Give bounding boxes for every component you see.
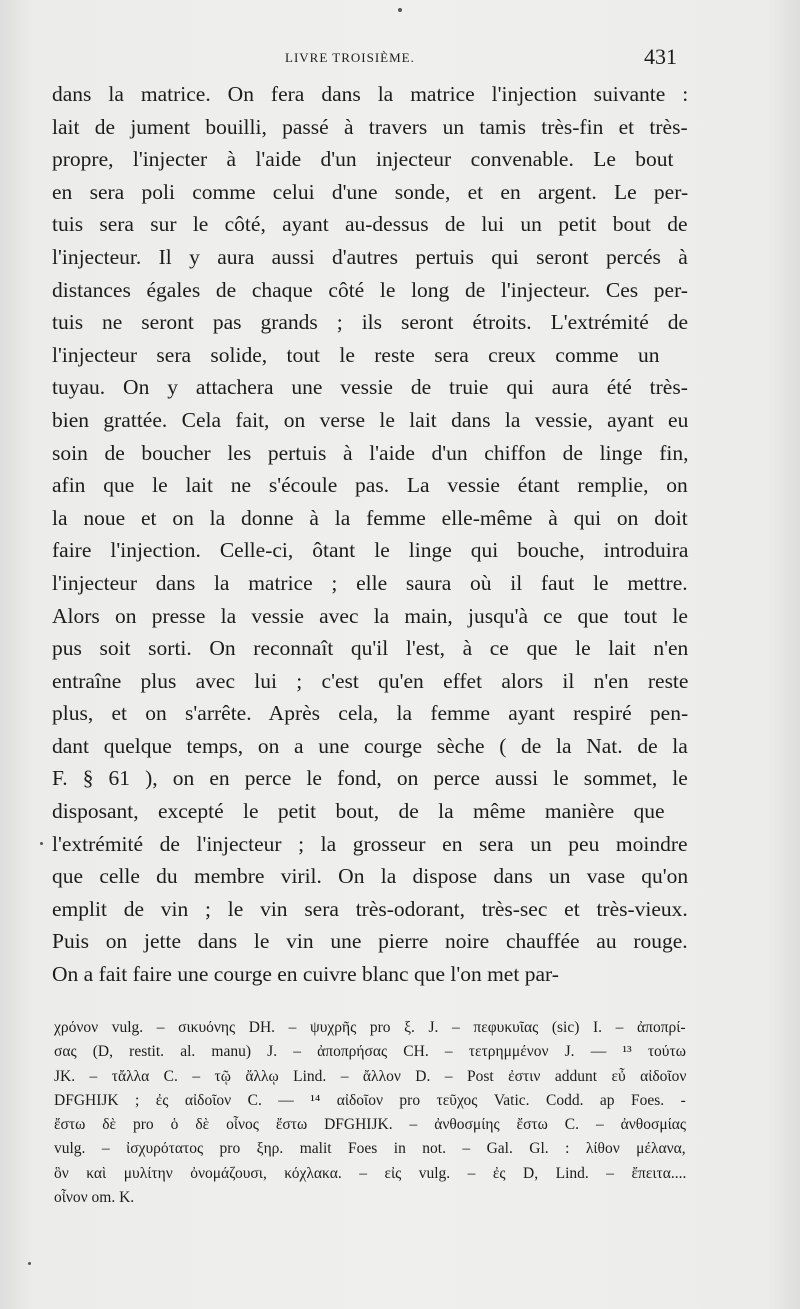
ink-speck <box>40 842 43 845</box>
text-line: Puis on jette dans le vin une pierre noire chauffée au rouge. <box>52 929 688 954</box>
text-line: afin que le lait ne s'écoule pas. La vessie étant remplie, on <box>52 473 688 498</box>
page-header <box>0 44 800 76</box>
ink-speck <box>28 1262 31 1265</box>
text-line: faire l'injection. Celle-ci, ôtant le linge qui bouche, introduira <box>52 538 689 563</box>
text-line: l'injecteur. Il y aura aussi d'autres pertuis qui seront percés à <box>52 244 688 269</box>
ink-speck <box>398 8 402 12</box>
note-line: ὃν καὶ μυλίτην ὀνομάζουσι, κόχλακα. – εἰς vulg. – ἐς D, Lind. – ἔπειτα.... <box>54 1164 687 1182</box>
page-number: 431 <box>644 44 677 69</box>
text-line: l'extrémité de l'injecteur ; la grosseur en sera un peu moindre <box>52 831 688 856</box>
main-text <box>52 78 688 991</box>
text-line: pus soit sorti. On reconnaît qu'il l'est, à ce que le lait n'en <box>52 636 689 661</box>
text-line: lait de jument bouilli, passé à travers un tamis très-fin et très- <box>52 114 688 139</box>
text-line: On a fait faire une courge en cuivre blanc que l'on met par- <box>52 962 559 987</box>
text-line: dans la matrice. On fera dans la matrice l'injection suivante : <box>52 82 689 106</box>
text-line: tuis sera sur le côté, ayant au-dessus de lui un petit bout de <box>52 212 688 237</box>
note-line: σας (D, restit. al. manu) J. – ἀποπρήσας CH. – τετρημμένον J. — ¹³ τούτω <box>54 1043 686 1061</box>
note-line: DFGHIJK ; ἐς αἰδοῖον C. — ¹⁴ αἰδοῖον pro τεῦχος Vatic. Codd. ap Foes. - <box>54 1091 686 1109</box>
text-line: entraîne plus avec lui ; c'est qu'en effet alors il n'en reste <box>52 668 689 693</box>
note-line: ἔστω δὲ pro ὁ δὲ οἶνος ἔστω DFGHIJK. – ἀνθοσμίης ἔστω C. – ἀνθοσμίας <box>54 1116 687 1134</box>
text-line: distances égales de chaque côté le long de l'injecteur. Ces per- <box>52 277 688 302</box>
text-line: tuis ne seront pas grands ; ils seront étroits. L'extrémité de <box>52 310 689 335</box>
text-line: F. § 61 ), on en perce le fond, on perce aussi le sommet, le <box>52 766 688 791</box>
text-line: la noue et on la donne à la femme elle-même à qui on doit <box>52 505 688 530</box>
note-line: vulg. – ἰσχυρότατος pro ξηρ. malit Foes in not. – Gal. Gl. : λίθον μέλανα, <box>54 1140 686 1158</box>
note-line: οἶνον om. K. <box>54 1189 135 1207</box>
text-line: propre, l'injecter à l'aide d'un injecteur convenable. Le bout <box>52 147 674 172</box>
text-line: disposant, excepté le petit bout, de la même manière que <box>52 799 665 824</box>
text-line: soin de boucher les pertuis à l'aide d'un chiffon de linge fin, <box>52 440 689 465</box>
text-line: Alors on presse la vessie avec la main, jusqu'à ce que tout le <box>52 603 688 628</box>
running-head: LIVRE TROISIÈME. <box>285 50 415 65</box>
text-line: plus, et on s'arrête. Après cela, la femme ayant respiré pen- <box>52 701 689 726</box>
text-line: en sera poli comme celui d'une sonde, et en argent. Le per- <box>52 179 689 204</box>
text-line: que celle du membre viril. On la dispose dans un vase qu'on <box>52 864 689 889</box>
text-line: bien grattée. Cela fait, on verse le lait dans la vessie, ayant eu <box>52 407 689 432</box>
note-line: JK. – τἄλλα C. – τῷ ἄλλῳ Lind. – ἄλλον D. – Post ἐστιν addunt εὖ αἰδοῖον <box>54 1067 687 1085</box>
critical-apparatus <box>54 1016 690 1210</box>
note-line: χρόνον vulg. – σικυόνης DH. – ψυχρῆς pro ξ. J. – πεφυκυῖας (sic) I. – ἀποπρί- <box>54 1019 686 1036</box>
text-line: tuyau. On y attachera une vessie de truie qui aura été très- <box>52 375 688 400</box>
text-line: l'injecteur dans la matrice ; elle saura où il faut le mettre. <box>52 570 688 595</box>
text-line: emplit de vin ; le vin sera très-odorant, très-sec et très-vieux. <box>52 896 688 921</box>
text-line: l'injecteur sera solide, tout le reste sera creux comme un <box>52 342 660 367</box>
text-line: dant quelque temps, on a une courge sèche ( de la Nat. de la <box>52 733 688 758</box>
